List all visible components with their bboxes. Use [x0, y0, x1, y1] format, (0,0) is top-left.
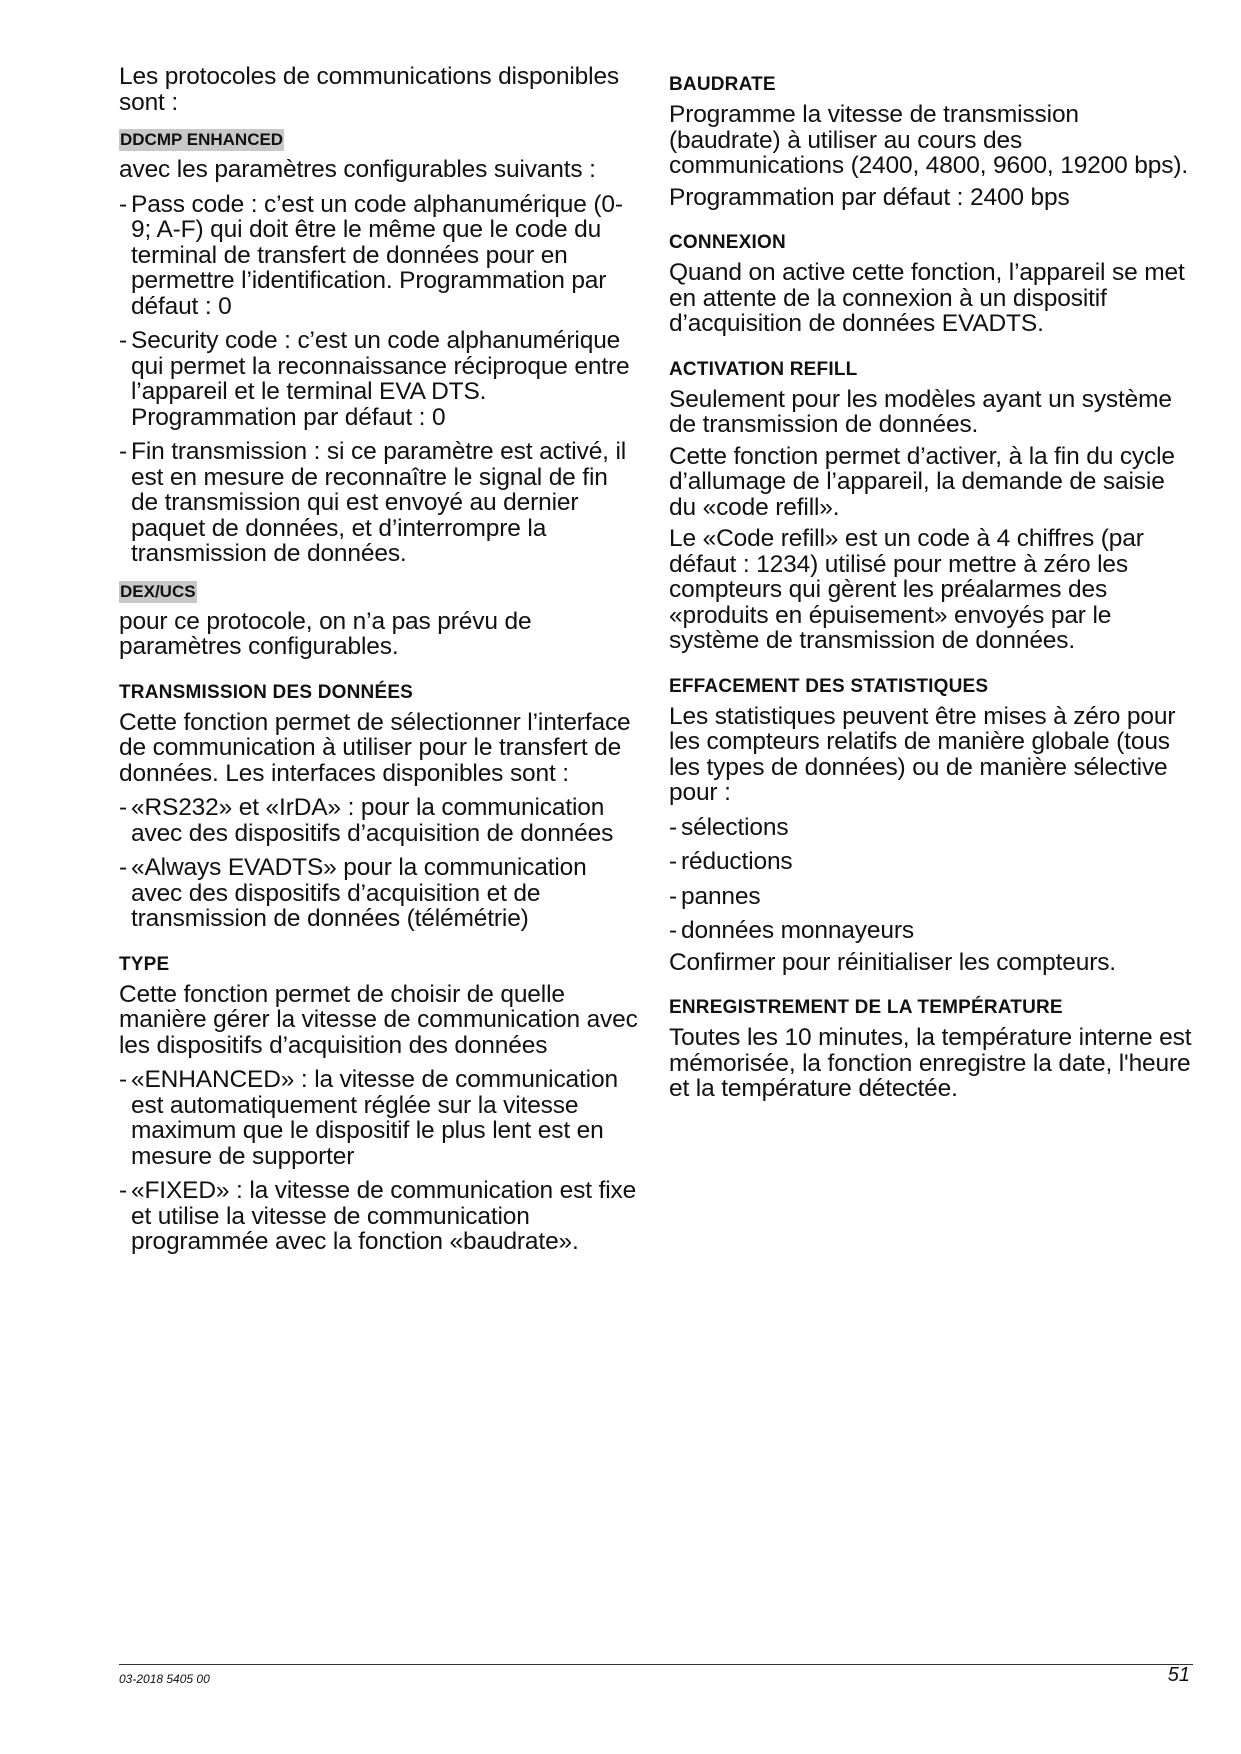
list-item: - sélections [669, 815, 1194, 841]
list-item: - réductions [669, 849, 1194, 875]
baudrate-heading: BAUDRATE [669, 74, 776, 95]
refill-text-3: Le «Code refill» est un code à 4 chiffres (par défaut : 1234) utilisé pour mettre à zéro les compteurs qui gèrent les préalarmes des «produits en épuisement» envoyés par le système de transmission de données. [669, 525, 1144, 654]
refill-text-2: Cette fonction permet d’activer, à la fin du cycle d’allumage de l’appareil, la demande de saisie du «code refill». [669, 442, 1175, 521]
list-item-text: «Always EVADTS» pour la communication avec des dispositifs d’acquisition et de transmission de données (télémétrie) [131, 854, 587, 932]
dex-text: pour ce protocole, on n’a pas prévu de paramètres configurables. [119, 607, 532, 660]
list-item: - Security code : c’est un code alphanumérique qui permet la reconnaissance réciproque entre l’appareil et le terminal EVA DTS. Programmation par défaut : 0 [119, 328, 639, 430]
stats-heading: EFFACEMENT DES STATISTIQUES [669, 675, 989, 697]
list-item: - pannes [669, 884, 1194, 910]
list-item-text: réductions [681, 848, 793, 875]
stats-confirm: Confirmer pour réinitialiser les compteurs. [669, 948, 1116, 976]
list-item: - Pass code : c’est un code alphanumérique (0-9; A-F) qui doit être le même que le code du terminal de transfert de données pour en permettre l’identification. Programmation par défaut : 0 [119, 192, 639, 320]
type-text: Cette fonction permet de choisir de quelle manière gérer la vitesse de communication avec les dispositifs d’acquisition des données [119, 980, 638, 1059]
list-item-text: Security code : c’est un code alphanumérique qui permet la reconnaissance réciproque entre l’appareil et le terminal EVA DTS. Programmation par défaut : 0 [131, 327, 630, 431]
list-item: - données monnayeurs [669, 918, 1194, 944]
list-item-text: données monnayeurs [681, 917, 914, 944]
list-item: - «ENHANCED» : la vitesse de communication est automatiquement réglée sur la vitesse maximum que le dispositif le plus lent est en mesure de supporter [119, 1067, 639, 1169]
list-item-text: «RS232» et «IrDA» : pour la communication avec des dispositifs d’acquisition de données [131, 794, 614, 847]
transmission-text: Cette fonction permet de sélectionner l’interface de communication à utiliser pour le transfert de données. Les interfaces disponibles sont : [119, 708, 631, 787]
connexion-text: Quand on active cette fonction, l’appareil se met en attente de la connexion à un dispositif d’acquisition de données EVADTS. [669, 259, 1185, 337]
footer-divider [119, 1664, 1193, 1665]
connexion-heading: CONNEXION [669, 232, 786, 253]
right-column [669, 64, 1194, 1102]
list-item-text: sélections [681, 813, 789, 841]
list-item-text: pannes [681, 882, 761, 910]
list-item: - «RS232» et «IrDA» : pour la communication avec des dispositifs d’acquisition de données [119, 795, 639, 846]
list-item-text: «ENHANCED» : la vitesse de communication est automatiquement réglée sur la vitesse maximum que le dispositif le plus lent est en mesure de supporter [131, 1066, 618, 1170]
type-heading: TYPE [119, 953, 170, 975]
transmission-heading: TRANSMISSION DES DONNÉES [119, 681, 414, 703]
ddcmp-enhanced-tag: DDCMP ENHANCED [120, 130, 284, 149]
list-item: - Fin transmission : si ce paramètre est activé, il est en mesure de reconnaître le signal de fin de transmission qui est envoyé au dernier paquet de données, et d’interrompre la transmission de données. [119, 439, 639, 567]
list-item: - «Always EVADTS» pour la communication avec des dispositifs d’acquisition et de transmission de données (télémétrie) [119, 855, 639, 932]
list-item-text: Fin transmission : si ce paramètre est activé, il est en mesure de reconnaître le signal de fin de transmission qui est envoyé au dernier paquet de données, et d’interrompre la transmission de données. [131, 438, 627, 567]
page-number: 51 [1167, 1664, 1190, 1686]
ddcmp-text: avec les paramètres configurables suivants : [119, 156, 596, 183]
temperature-text: Toutes les 10 minutes, la température interne est mémorisée, la fonction enregistre la date, l'heure et la température détectée. [669, 1024, 1192, 1102]
dex-ucs-tag: DEX/UCS [120, 581, 196, 601]
document-code: 03-2018 5405 00 [119, 1672, 210, 1686]
list-item-text: «FIXED» : la vitesse de communication est fixe et utilise la vitesse de communication programmée avec la fonction «baudrate». [131, 1177, 637, 1255]
baudrate-default: Programmation par défaut : 2400 bps [669, 183, 1070, 211]
baudrate-text: Programme la vitesse de transmission (baudrate) à utiliser au cours des communications (2400, 4800, 9600, 19200 bps). [669, 101, 1188, 179]
refill-heading: ACTIVATION REFILL [669, 358, 858, 380]
temperature-heading: ENREGISTREMENT DE LA TEMPÉRATURE [669, 997, 1063, 1018]
list-item: - «FIXED» : la vitesse de communication est fixe et utilise la vitesse de communication programmée avec la fonction «baudrate». [119, 1178, 639, 1255]
list-item-text: Pass code : c’est un code alphanumérique (0-9; A-F) qui doit être le même que le code du terminal de transfert de données pour en permettre l’identification. Programmation par défaut : 0 [131, 190, 623, 320]
stats-text: Les statistiques peuvent être mises à zéro pour les compteurs relatifs de manière globale (tous les types de données) ou de manière sélective pour : [669, 702, 1176, 806]
refill-text-1: Seulement pour les modèles ayant un système de transmission de données. [669, 385, 1172, 438]
intro-text: Les protocoles de communications disponibles sont : [119, 63, 620, 116]
left-column [119, 64, 639, 1255]
